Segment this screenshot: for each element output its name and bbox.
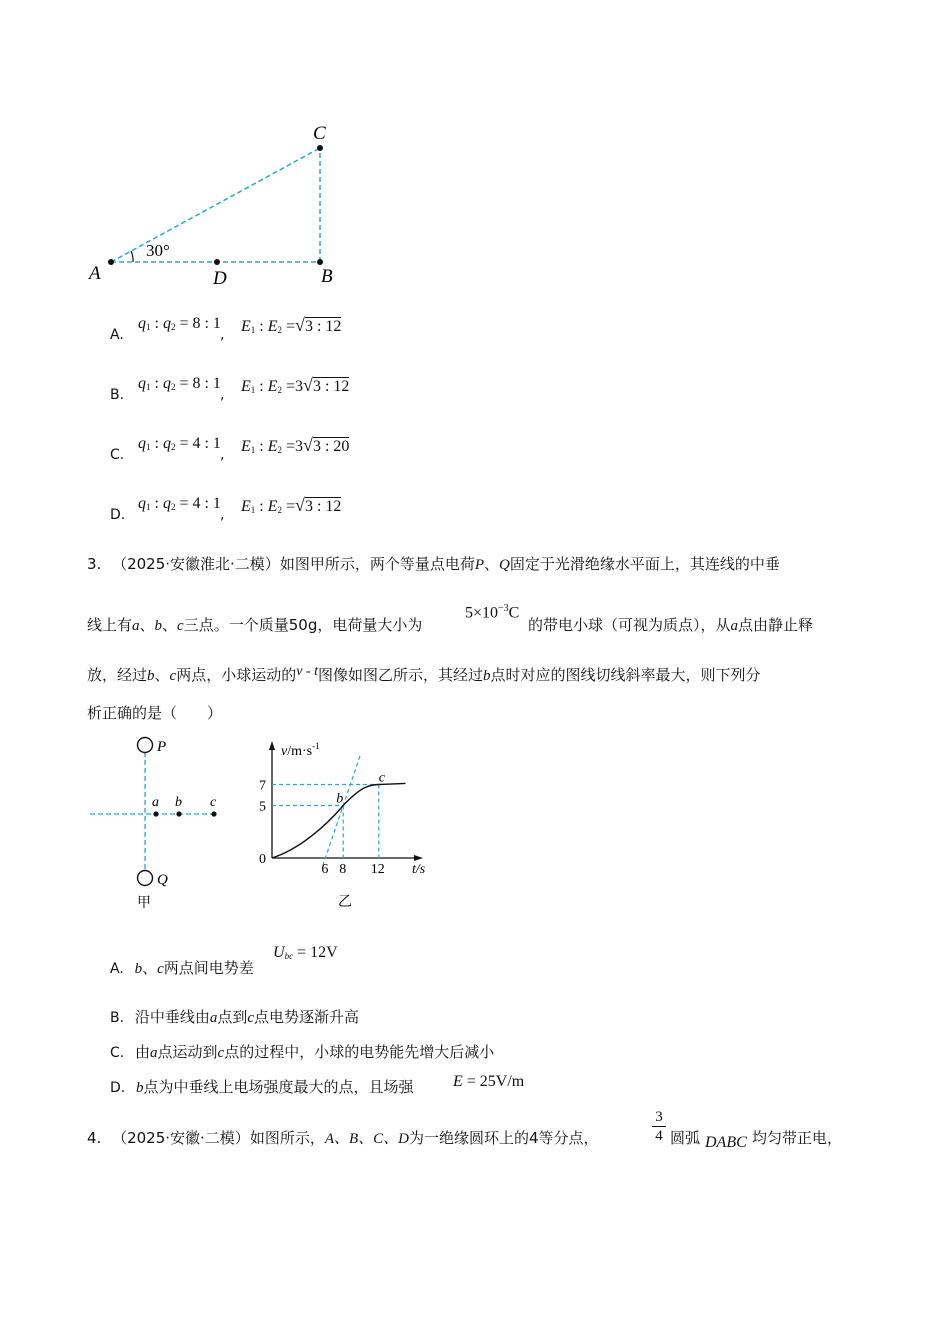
svg-text:a: a	[152, 795, 159, 810]
label-jia: 甲	[137, 896, 151, 911]
figure-jia	[85, 730, 235, 915]
label-yi: 乙	[338, 895, 352, 910]
vt-chart	[250, 738, 450, 913]
y-axis-arrow	[269, 741, 275, 750]
y-tick-0: 0	[259, 852, 266, 867]
point-b	[317, 259, 323, 265]
x-axis-label: t/s	[412, 862, 426, 877]
mass-value: 50g	[288, 616, 318, 634]
q3-line-3: 放，经过b、c两点，小球运动的v - t图像如图乙所示，其经过b点时对应的图线切线斜率最大，则下列分	[87, 664, 761, 684]
charge-value: $5\times 10^{-3}C$	[465, 603, 520, 622]
point-c-dot	[211, 811, 216, 816]
point-label-b: b	[336, 791, 344, 807]
q4-fraction: 3 4	[652, 1108, 666, 1145]
q3-number: 3.	[87, 555, 102, 573]
angle-arc	[131, 251, 133, 262]
q3-line-2b: 的带电小球（可视为质点），从a点由静止释	[528, 616, 814, 634]
point-a	[108, 259, 114, 265]
triangle-figure	[80, 115, 360, 295]
svg-text:c: c	[210, 795, 217, 810]
x-tick-12: 12	[370, 862, 385, 877]
q3-line-2a: 线上有a、b、c三点。一个质量50g，电荷量大小为	[87, 616, 423, 634]
point-b-dot	[176, 811, 181, 816]
y-axis-label: $v/m\cdot s^{-1}$	[281, 741, 320, 759]
q3-line-4: 析正确的是（ ）	[87, 704, 223, 722]
q4-line-1c: 均匀带正电，	[752, 1129, 843, 1147]
q3-option-b[interactable]: B. 沿中垂线由a点到c点电势逐渐升高	[110, 1008, 360, 1026]
x-tick-8: 8	[339, 862, 347, 877]
x-axis-arrow	[414, 855, 423, 861]
point-label-c: c	[378, 770, 386, 786]
point-a-dot	[153, 811, 158, 816]
label-c: C	[313, 123, 326, 144]
tangent-line	[323, 755, 361, 866]
charge-q-circle	[138, 871, 153, 886]
y-tick-5: 5	[259, 799, 266, 815]
charge-p: P	[474, 557, 484, 573]
q4-line-1b: 圆弧	[670, 1129, 701, 1147]
svg-text:Q: Q	[157, 872, 168, 888]
q2-option-d[interactable]: D. $q_1$ : $q_2 = 4$ : 1 , $E_1$ : $E_2 =√3$ : 12	[110, 495, 342, 523]
q3-source: （2025·安徽淮北·二模）	[112, 555, 280, 573]
q2-option-c[interactable]: C. $q_1$ : $q_2 = 4$ : 1 , $E_1$ : $E_2 =3√3$ : 20	[110, 435, 350, 463]
q3-option-a[interactable]: A. b、c两点间电势差	[110, 959, 254, 977]
point-d	[214, 259, 220, 265]
point-c	[317, 145, 323, 151]
q4-arc: DABC	[705, 1134, 747, 1151]
label-b: B	[321, 266, 333, 287]
y-tick-7: 7	[259, 778, 266, 794]
x-tick-6: 6	[321, 862, 329, 877]
q4-line-1: 4. （2025·安徽·二模）如图所示，A、B、C、D为一绝缘圆环上的4等分点，	[87, 1129, 599, 1147]
q3-option-c[interactable]: C. 由a点运动到c点的过程中，小球的电势能先增大后减小	[110, 1043, 495, 1061]
charge-q: Q	[499, 557, 510, 573]
q2-option-a[interactable]: A. $q_1$ : $q_2 = 8$ : 1 , $E_1$ : $E_2 =√3$ : 12	[110, 315, 342, 343]
line-ac	[111, 148, 320, 262]
angle-label: 30°	[146, 241, 170, 260]
label-d: D	[213, 268, 227, 289]
q3-option-d-math: E = 25V/m	[453, 1073, 525, 1090]
svg-text:P: P	[157, 739, 167, 755]
label-a: A	[89, 263, 101, 284]
q3-option-d[interactable]: D. b点为中垂线上电场强度最大的点，且场强	[110, 1078, 414, 1096]
svg-text:b: b	[175, 795, 182, 810]
q4-source: （2025·安徽·二模）	[112, 1129, 250, 1147]
q3-line-1: 3. （2025·安徽淮北·二模）如图甲所示，两个等量点电荷P、Q固定于光滑绝缘水平面上，其连线的中垂	[87, 555, 780, 573]
charge-p-circle	[138, 738, 153, 753]
q3-option-a-math: $U_{bc} = 12V$	[273, 944, 338, 961]
q2-option-b[interactable]: B. $q_1$ : $q_2 = 8$ : 1 , $E_1$ : $E_2 =3√3$ : 12	[110, 375, 350, 403]
q4-number: 4.	[87, 1129, 102, 1147]
vt-label: v - t	[296, 664, 318, 679]
